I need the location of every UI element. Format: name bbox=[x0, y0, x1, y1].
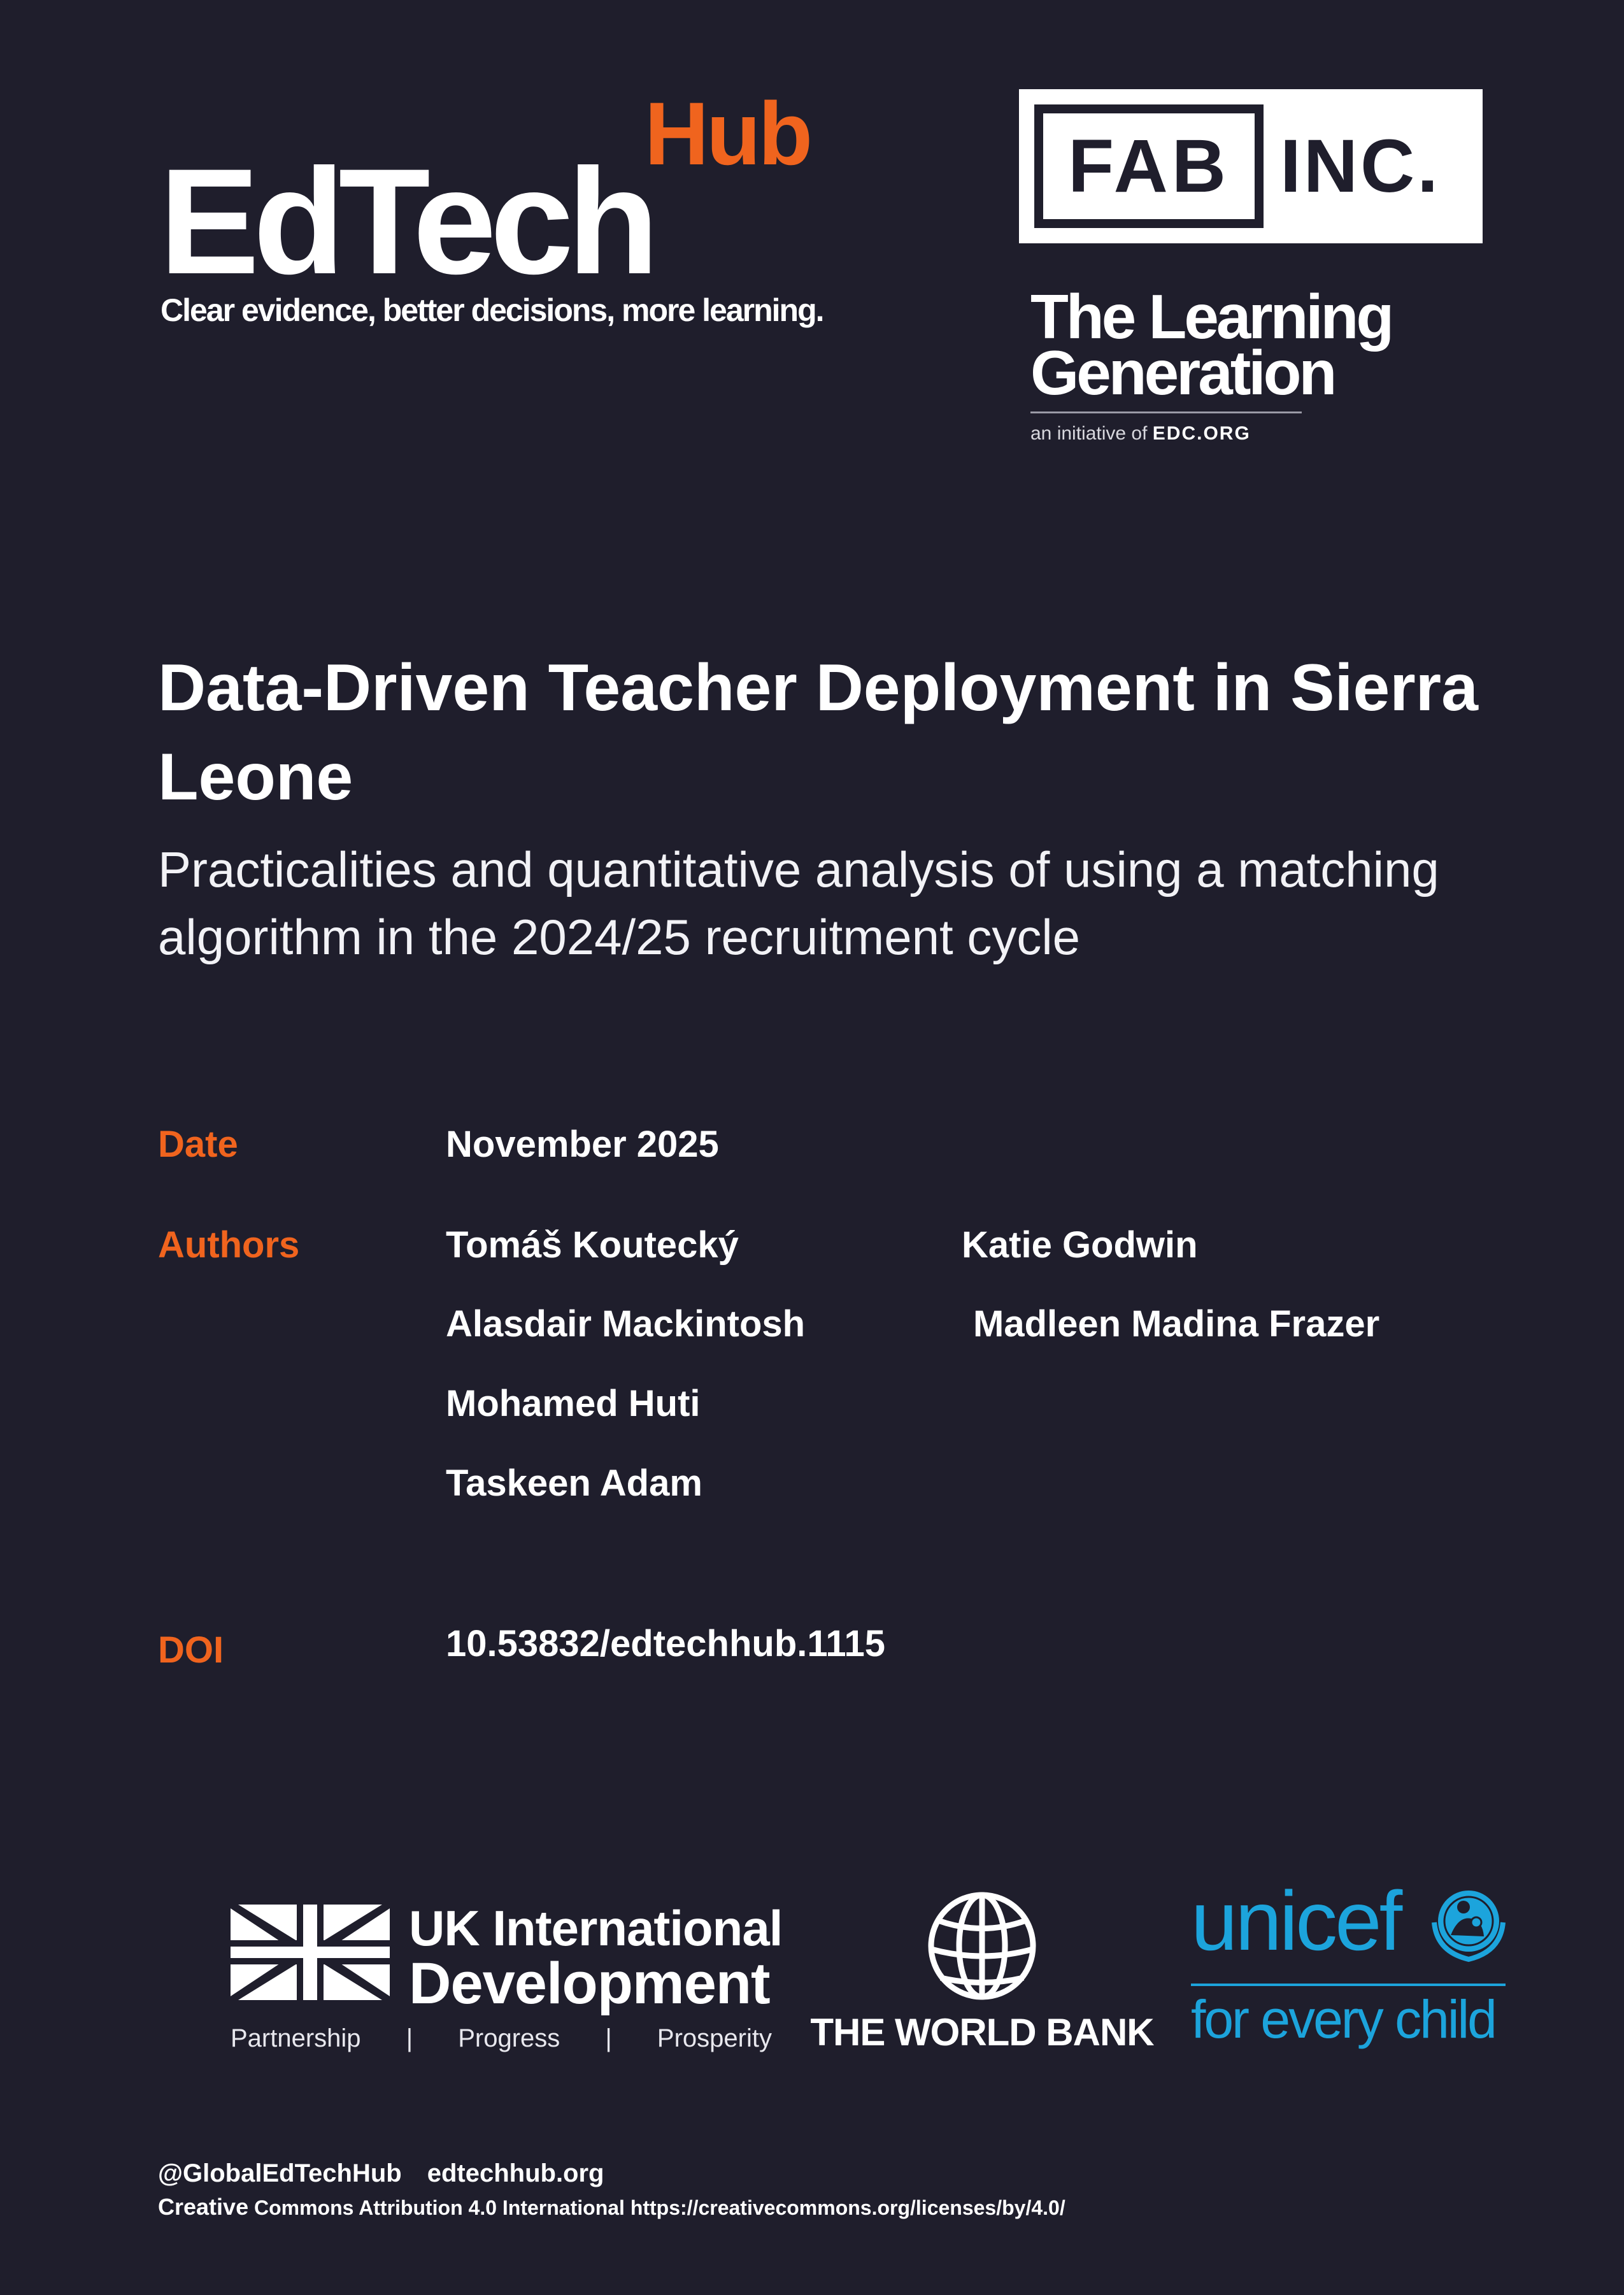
uk-strap-item: Progress bbox=[458, 2024, 560, 2052]
uk-strap-item: Partnership bbox=[231, 2024, 361, 2052]
edtech-hub-logo bbox=[159, 83, 860, 344]
unicef-tagline: for every child bbox=[1191, 1989, 1495, 2049]
fab-logo-inc: INC. bbox=[1280, 124, 1441, 208]
initiative-prefix: an initiative of bbox=[1030, 423, 1148, 444]
world-bank-name: THE WORLD BANK bbox=[810, 2011, 1154, 2054]
author-name: Katie Godwin bbox=[962, 1224, 1198, 1266]
edtech-tagline: Clear evidence, better decisions, more learning. bbox=[160, 292, 823, 328]
union-flag-icon bbox=[231, 1905, 390, 2000]
author-name: Mohamed Huti bbox=[446, 1383, 701, 1424]
edtech-logo-word: EdTech bbox=[159, 138, 653, 306]
license-lead: Creative bbox=[158, 2194, 249, 2220]
footer-license bbox=[158, 2194, 1065, 2220]
authors-label: Authors bbox=[158, 1224, 300, 1266]
fab-inc-logo bbox=[1019, 89, 1483, 243]
unicef-emblem-icon bbox=[1425, 1880, 1512, 1967]
doi-label: DOI bbox=[158, 1629, 224, 1671]
uk-strap-divider: | bbox=[605, 2024, 612, 2052]
author-name: Taskeen Adam bbox=[446, 1462, 702, 1504]
learning-generation-logo bbox=[1030, 282, 1489, 451]
document-title: Data-Driven Teacher Deployment in Sierra Leone bbox=[158, 651, 1478, 814]
date-value: November 2025 bbox=[446, 1124, 719, 1165]
fab-logo-text: FAB bbox=[1068, 124, 1230, 208]
unicef-logo bbox=[1191, 1874, 1522, 2064]
unicef-rule bbox=[1191, 1984, 1506, 1986]
fab-logo-box bbox=[1034, 104, 1264, 228]
unicef-wordmark: unicef bbox=[1191, 1874, 1400, 1968]
learning-generation-initiative bbox=[1030, 423, 1251, 445]
edtech-logo-hub: Hub bbox=[645, 83, 811, 183]
footer-handle[interactable]: @GlobalEdTechHub bbox=[158, 2159, 402, 2187]
uk-logo-line2: Development bbox=[409, 1951, 770, 2016]
doi-value: 10.53832/edtechhub.1115 bbox=[446, 1623, 885, 1664]
world-bank-logo bbox=[804, 1885, 1160, 2057]
globe-icon bbox=[922, 1885, 1043, 2006]
author-name: Tomáš Koutecký bbox=[446, 1224, 739, 1266]
uk-strap-divider: | bbox=[406, 2024, 413, 2052]
footer-social bbox=[158, 2159, 604, 2188]
document-subtitle: Practicalities and quantitative analysis of using a matching algorithm in the 2024/25 recruitment cycle bbox=[158, 841, 1439, 965]
footer-site-link[interactable]: edtechhub.org bbox=[427, 2159, 604, 2187]
author-name: Madleen Madina Frazer bbox=[973, 1303, 1380, 1345]
uk-international-development-logo bbox=[231, 1900, 783, 2056]
author-name: Alasdair Mackintosh bbox=[446, 1303, 806, 1345]
learning-generation-rule bbox=[1030, 411, 1302, 413]
license-text[interactable]: Commons Attribution 4.0 International https://creativecommons.org/licenses/by/4.0/ bbox=[253, 2196, 1065, 2219]
uk-strap-item: Prosperity bbox=[657, 2024, 772, 2052]
initiative-org: EDC.ORG bbox=[1152, 423, 1251, 444]
learning-generation-line1: The Learning bbox=[1030, 282, 1392, 352]
uk-logo-strapline bbox=[231, 2024, 772, 2053]
learning-generation-line2: Generation bbox=[1030, 338, 1335, 408]
uk-logo-line1: UK International bbox=[409, 1900, 783, 1956]
date-label: Date bbox=[158, 1124, 238, 1165]
